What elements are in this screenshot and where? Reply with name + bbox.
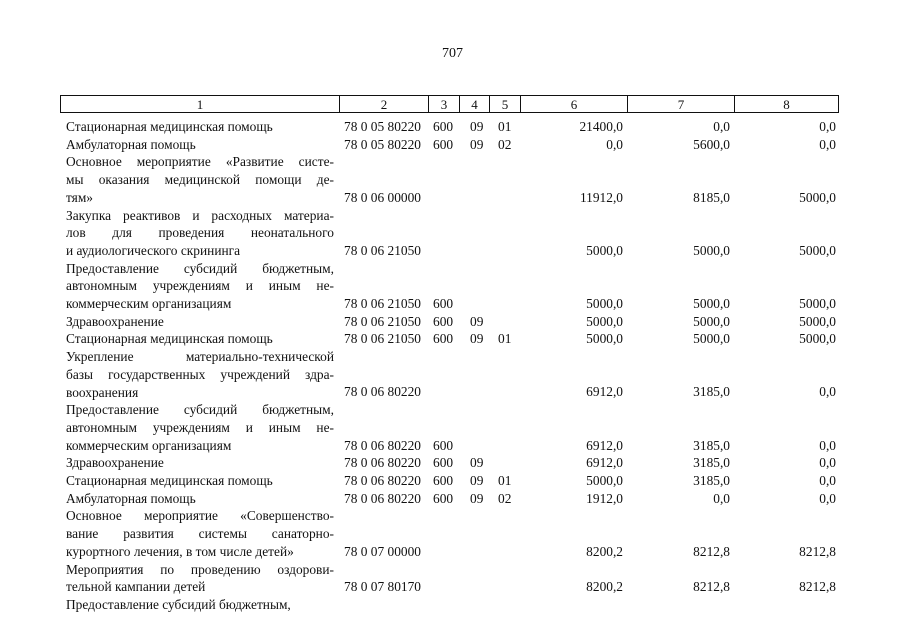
description-line: Стационарная медицинская помощь (66, 119, 273, 134)
table-row (0, 454, 905, 472)
amount-col-6: 5000,0 (586, 313, 623, 329)
amount-col-6: 21400,0 (579, 118, 623, 134)
description-line: лов для проведения неонатального (66, 225, 334, 241)
table-header (60, 95, 839, 113)
subsection-code: 01 (498, 331, 512, 347)
subsection-code: 01 (498, 472, 512, 488)
header-col-1: 1 (61, 96, 340, 112)
row-description (66, 118, 334, 136)
amount-col-6: 6912,0 (586, 455, 623, 471)
target-code: 78 0 06 80220 (344, 455, 421, 471)
amount-col-7: 3185,0 (693, 455, 730, 471)
table-row (0, 507, 905, 560)
section-code: 09 (470, 331, 484, 347)
table-row (0, 136, 905, 154)
amount-col-8: 5000,0 (799, 189, 836, 205)
description-line: Предоставление субсидий бюджетным, (66, 402, 334, 418)
table-row (0, 472, 905, 490)
amount-col-7: 0,0 (713, 490, 730, 506)
table-row (0, 401, 905, 454)
amount-col-6: 1912,0 (586, 490, 623, 506)
description-line: Здравоохранение (66, 313, 164, 329)
header-col-6: 6 (521, 96, 628, 112)
target-code: 78 0 06 21050 (344, 331, 421, 347)
target-code: 78 0 06 21050 (344, 313, 421, 329)
target-code: 78 0 05 80220 (344, 118, 421, 134)
amount-col-6: 6912,0 (586, 384, 623, 400)
description-line: Основное мероприятие «Совершенство- (66, 508, 334, 524)
amount-col-6: 6912,0 (586, 437, 623, 453)
amount-col-8: 0,0 (819, 490, 836, 506)
target-code: 78 0 06 80220 (344, 384, 421, 400)
description-line: Амбулаторная помощь (66, 490, 196, 506)
amount-col-8: 0,0 (819, 384, 836, 400)
table-row (0, 118, 905, 136)
row-description (66, 136, 334, 154)
description-line: Стационарная медицинская помощь (66, 473, 273, 488)
description-line: автономным учреждениям и иным не- (66, 278, 334, 294)
amount-col-6: 8200,2 (586, 579, 623, 595)
expense-type: 600 (433, 331, 454, 347)
expense-type: 600 (433, 136, 454, 152)
amount-col-8: 0,0 (819, 136, 836, 152)
row-description (66, 401, 334, 454)
header-col-8: 8 (783, 97, 790, 112)
description-line: коммерческим организациям (66, 437, 232, 453)
expense-type: 600 (433, 313, 454, 329)
description-line: Амбулаторная помощь (66, 136, 196, 152)
description-line: коммерческим организациям (66, 296, 232, 311)
target-code: 78 0 06 80220 (344, 437, 421, 453)
amount-col-8: 5000,0 (799, 295, 836, 311)
section-code: 09 (470, 490, 484, 506)
row-description (66, 596, 334, 614)
description-line: Стационарная медицинская помощь (66, 331, 273, 347)
expense-type: 600 (433, 118, 454, 134)
row-description (66, 330, 334, 348)
section-code: 09 (470, 118, 484, 134)
amount-col-7: 5000,0 (693, 295, 730, 311)
expense-type: 600 (433, 455, 454, 471)
amount-col-8: 5000,0 (799, 242, 836, 258)
target-code: 78 0 07 80170 (344, 579, 421, 595)
amount-col-6: 5000,0 (586, 242, 623, 258)
section-code: 09 (470, 472, 484, 488)
amount-col-8: 0,0 (819, 437, 836, 453)
amount-col-7: 8185,0 (693, 189, 730, 205)
table-row (0, 490, 905, 508)
amount-col-6: 11912,0 (579, 189, 623, 205)
row-description (66, 490, 334, 508)
row-description (66, 472, 334, 490)
target-code: 78 0 06 00000 (344, 189, 421, 205)
header-col-3: 3 (429, 96, 460, 112)
description-line: и аудиологического скрининга (66, 242, 241, 258)
expense-type: 600 (433, 295, 454, 311)
expense-type: 600 (433, 490, 454, 506)
amount-col-6: 5000,0 (586, 295, 623, 311)
table-row (0, 260, 905, 313)
subsection-code: 02 (498, 136, 512, 152)
row-description (66, 348, 334, 401)
header-col-5: 5 (490, 96, 521, 112)
description-line: Предоставление субсидий бюджетным, (66, 596, 291, 612)
description-line: мы оказания медицинской помощи де- (66, 172, 334, 188)
target-code: 78 0 06 21050 (344, 295, 421, 311)
amount-col-7: 3185,0 (693, 384, 730, 400)
target-code: 78 0 07 00000 (344, 543, 421, 559)
amount-col-8: 5000,0 (799, 331, 836, 347)
amount-col-6: 0,0 (606, 136, 623, 152)
target-code: 78 0 06 80220 (344, 472, 421, 488)
table-row (0, 330, 905, 348)
description-line: Закупка реактивов и расходных материа- (66, 207, 334, 223)
row-description (66, 207, 334, 260)
expense-type: 600 (433, 437, 454, 453)
table-row (0, 561, 905, 596)
row-description (66, 507, 334, 560)
row-description (66, 260, 334, 313)
row-description (66, 313, 334, 331)
amount-col-7: 5600,0 (693, 136, 730, 152)
header-col-4: 4 (460, 96, 490, 112)
row-description (66, 153, 334, 206)
description-line: тям» (66, 189, 94, 205)
description-line: воохранения (66, 384, 139, 400)
amount-col-7: 5000,0 (693, 313, 730, 329)
row-description (66, 561, 334, 596)
subsection-code: 02 (498, 490, 512, 506)
header-col-7: 7 (628, 96, 735, 112)
target-code: 78 0 06 21050 (344, 242, 421, 258)
amount-col-7: 3185,0 (693, 437, 730, 453)
page-number: 707 (442, 46, 463, 61)
amount-col-7: 3185,0 (693, 472, 730, 488)
table-row (0, 153, 905, 206)
amount-col-6: 5000,0 (586, 472, 623, 488)
row-description (66, 454, 334, 472)
amount-col-7: 5000,0 (693, 331, 730, 347)
table-row (0, 596, 905, 614)
description-line: Основное мероприятие «Развитие систе- (66, 154, 334, 170)
description-line: базы государственных учреждений здра- (66, 366, 334, 382)
section-code: 09 (470, 455, 484, 471)
subsection-code: 01 (498, 118, 512, 134)
amount-col-8: 0,0 (819, 472, 836, 488)
description-line: тельной кампании детей (66, 579, 206, 595)
description-line: Мероприятия по проведению оздорови- (66, 561, 334, 577)
amount-col-7: 8212,8 (693, 579, 730, 595)
table-row (0, 207, 905, 260)
header-col-2: 2 (340, 96, 429, 112)
section-code: 09 (470, 136, 484, 152)
amount-col-7: 8212,8 (693, 543, 730, 559)
description-line: Укрепление материально-технической (66, 349, 334, 365)
table-row (0, 348, 905, 401)
amount-col-8: 0,0 (819, 455, 836, 471)
amount-col-7: 5000,0 (693, 242, 730, 258)
amount-col-8: 8212,8 (799, 543, 836, 559)
description-line: Предоставление субсидий бюджетным, (66, 260, 334, 276)
amount-col-6: 8200,2 (586, 543, 623, 559)
description-line: вание развития системы санаторно- (66, 526, 334, 542)
amount-col-8: 5000,0 (799, 313, 836, 329)
section-code: 09 (470, 313, 484, 329)
amount-col-6: 5000,0 (586, 331, 623, 347)
target-code: 78 0 05 80220 (344, 136, 421, 152)
description-line: курортного лечения, в том числе детей» (66, 543, 294, 559)
description-line: автономным учреждениям и иным не- (66, 419, 334, 435)
description-line: Здравоохранение (66, 455, 164, 471)
amount-col-7: 0,0 (713, 118, 730, 134)
table-row (0, 313, 905, 331)
amount-col-8: 8212,8 (799, 579, 836, 595)
expense-type: 600 (433, 472, 454, 488)
target-code: 78 0 06 80220 (344, 490, 421, 506)
amount-col-8: 0,0 (819, 118, 836, 134)
